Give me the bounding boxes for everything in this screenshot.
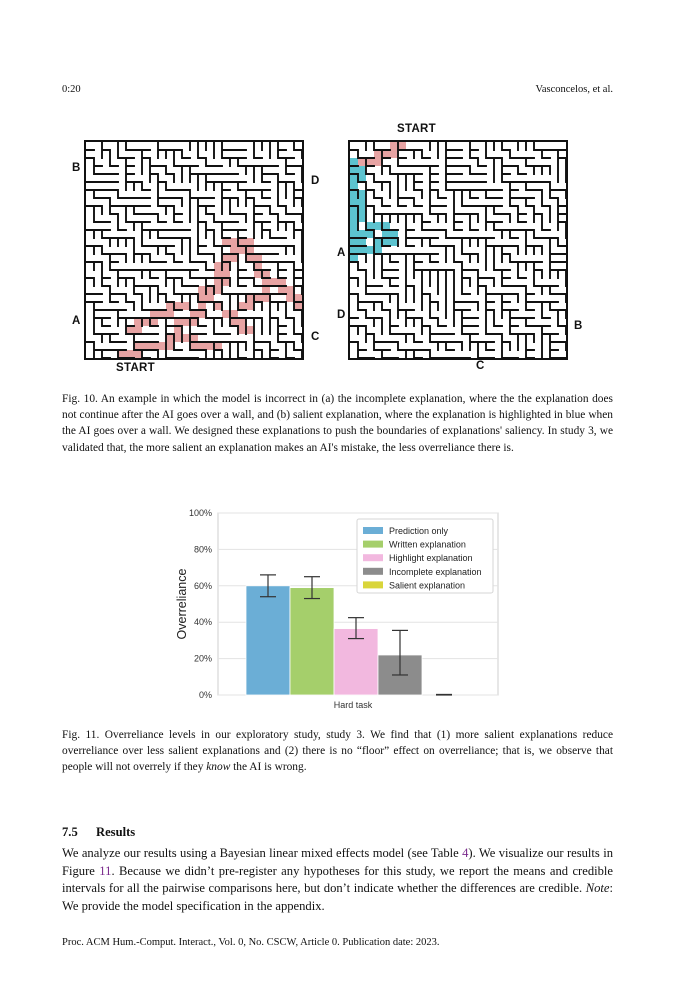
maze-path-cell <box>350 238 358 246</box>
y-tick-label: 40% <box>193 617 212 628</box>
maze-path-cell <box>358 230 366 238</box>
maze-path-cell <box>222 254 230 262</box>
results-paragraph <box>62 845 613 915</box>
y-axis-label: Overreliance <box>175 568 189 640</box>
table-4-link[interactable]: 4 <box>462 846 469 860</box>
maze-path-cell <box>166 334 174 342</box>
maze-path-cell <box>358 214 366 222</box>
figure-11-chart <box>173 505 503 720</box>
paragraph-text: : We provide the model specification in the appendix. <box>62 881 613 913</box>
maze-a-grid <box>86 142 302 358</box>
maze-path-cell <box>158 342 166 350</box>
maze-path-cell <box>374 222 382 230</box>
maze-path-cell <box>246 326 254 334</box>
maze-path-cell <box>230 238 238 246</box>
maze-path-cell <box>366 158 374 166</box>
maze-path-cell <box>182 318 190 326</box>
maze-path-cell <box>142 342 150 350</box>
maze-path-cell <box>350 174 358 182</box>
figure-11-caption-emphasis: know <box>206 761 231 774</box>
x-tick-label: Hard task <box>333 700 373 710</box>
maze-path-cell <box>350 230 358 238</box>
maze-path-cell <box>382 238 390 246</box>
maze-path-cell <box>198 302 206 310</box>
maze-path-cell <box>350 214 358 222</box>
maze-path-cell <box>198 294 206 302</box>
legend-swatch <box>363 568 383 575</box>
legend-label: Salient explanation <box>389 580 466 591</box>
maze-path-cell <box>198 286 206 294</box>
bar <box>246 586 290 695</box>
maze-path-cell <box>174 326 182 334</box>
maze-path-cell <box>134 350 142 358</box>
figure-11-caption-end: the AI is wrong. <box>230 761 307 774</box>
y-tick-label: 80% <box>193 544 212 555</box>
maze-path-cell <box>230 254 238 262</box>
maze-path-cell <box>350 206 358 214</box>
maze-path-cell <box>294 294 302 302</box>
page-number: 0:20 <box>62 84 81 95</box>
maze-path-cell <box>246 238 254 246</box>
maze-path-cell <box>366 222 374 230</box>
maze-path-cell <box>206 286 214 294</box>
maze-path-cell <box>214 302 222 310</box>
maze-path-cell <box>246 294 254 302</box>
maze-path-cell <box>230 318 238 326</box>
note-emphasis: Note <box>585 881 610 896</box>
maze-path-cell <box>350 246 358 254</box>
maze-path-cell <box>166 302 174 310</box>
maze-path-cell <box>238 302 246 310</box>
legend-swatch <box>363 527 383 534</box>
maze-path-cell <box>262 286 270 294</box>
maze-path-cell <box>238 246 246 254</box>
maze-path-cell <box>254 270 262 278</box>
maze-path-cell <box>150 318 158 326</box>
maze-path-cell <box>382 230 390 238</box>
maze-path-cell <box>350 158 358 166</box>
maze-path-cell <box>358 158 366 166</box>
maze-path-cell <box>350 222 358 230</box>
maze-path-cell <box>198 310 206 318</box>
maze-path-cell <box>350 190 358 198</box>
y-tick-label: 100% <box>188 508 212 518</box>
maze-path-cell <box>198 342 206 350</box>
maze-path-cell <box>366 246 374 254</box>
maze-path-cell <box>358 166 366 174</box>
maze-path-cell <box>254 262 262 270</box>
running-authors: Vasconcelos, et al. <box>535 84 613 95</box>
maze-path-cell <box>358 174 366 182</box>
maze-path-cell <box>214 270 222 278</box>
maze-path-cell <box>222 310 230 318</box>
maze-path-cell <box>390 230 398 238</box>
legend-swatch <box>363 554 383 561</box>
maze-path-cell <box>190 342 198 350</box>
legend-label: Incomplete explanation <box>389 566 482 577</box>
maze-path-cell <box>206 342 214 350</box>
maze-path-cell <box>190 334 198 342</box>
maze-path-cell <box>190 310 198 318</box>
maze-path-cell <box>358 198 366 206</box>
maze-path-cell <box>222 278 230 286</box>
maze-path-cell <box>214 278 222 286</box>
maze-path-cell <box>254 254 262 262</box>
maze-path-cell <box>350 166 358 174</box>
y-tick-label: 0% <box>198 690 212 700</box>
maze-path-cell <box>382 150 390 158</box>
maze-path-cell <box>182 302 190 310</box>
maze-a-label-start: START <box>116 362 155 374</box>
maze-path-cell <box>390 142 398 150</box>
page-footer: Proc. ACM Hum.-Comput. Interact., Vol. 0, No. CSCW, Article 0. Publication date: 2023. <box>62 937 440 948</box>
maze-b-label-d-lower: D <box>337 309 346 321</box>
maze-path-cell <box>398 142 406 150</box>
overreliance-chart <box>173 505 503 720</box>
maze-path-cell <box>126 350 134 358</box>
maze-path-cell <box>174 334 182 342</box>
maze-path-cell <box>358 206 366 214</box>
maze-path-cell <box>134 342 142 350</box>
maze-walls <box>350 142 566 358</box>
section-title: Results <box>96 825 136 839</box>
maze-path-cell <box>230 310 238 318</box>
maze-path-cell <box>286 286 294 294</box>
paragraph-text: ). We visualize our results in Figure <box>62 846 613 878</box>
maze-path-cell <box>126 326 134 334</box>
maze-path-cell <box>166 310 174 318</box>
maze-path-cell <box>374 246 382 254</box>
maze-path-cell <box>238 326 246 334</box>
maze-path-cell <box>350 182 358 190</box>
maze-path-cell <box>294 302 302 310</box>
figure-11-link[interactable]: 11 <box>99 863 112 878</box>
maze-path-cell <box>254 294 262 302</box>
maze-path-cell <box>134 326 142 334</box>
maze-path-cell <box>174 302 182 310</box>
maze-b <box>348 140 568 360</box>
maze-path-cell <box>262 278 270 286</box>
maze-path-cell <box>158 310 166 318</box>
bar <box>290 588 334 695</box>
maze-path-cell <box>142 318 150 326</box>
maze-path-cell <box>374 150 382 158</box>
maze-path-cell <box>350 254 358 262</box>
maze-a <box>84 140 304 360</box>
legend-label: Prediction only <box>389 526 449 536</box>
maze-path-cell <box>390 150 398 158</box>
maze-path-cell <box>190 318 198 326</box>
maze-b-label-a: A <box>337 247 346 259</box>
maze-path-cell <box>214 262 222 270</box>
maze-path-cell <box>214 286 222 294</box>
maze-path-cell <box>166 342 174 350</box>
maze-path-cell <box>238 238 246 246</box>
legend-swatch <box>363 581 383 588</box>
maze-b-label-b: B <box>574 320 583 332</box>
maze-path-cell <box>222 238 230 246</box>
maze-b-grid <box>350 142 566 358</box>
maze-path-cell <box>278 278 286 286</box>
maze-path-cell <box>230 246 238 254</box>
y-tick-label: 20% <box>193 653 212 664</box>
maze-path-cell <box>374 238 382 246</box>
y-tick-label: 60% <box>193 580 212 591</box>
maze-path-cell <box>358 246 366 254</box>
maze-a-label-b: B <box>72 162 81 174</box>
maze-path-cell <box>390 238 398 246</box>
legend-label: Written explanation <box>389 539 466 550</box>
maze-path-cell <box>134 318 142 326</box>
maze-path-cell <box>150 342 158 350</box>
maze-path-cell <box>246 302 254 310</box>
paragraph-text: We analyze our results using a Bayesian linear mixed effects model (see Table <box>62 846 463 860</box>
legend-label: Highlight explanation <box>389 553 473 564</box>
maze-a-label-c: C <box>311 331 320 343</box>
section-heading <box>62 825 135 840</box>
maze-b-label-start: START <box>397 123 436 135</box>
maze-path-cell <box>374 158 382 166</box>
maze-path-cell <box>358 238 366 246</box>
maze-path-cell <box>286 294 294 302</box>
maze-path-cell <box>222 262 230 270</box>
legend-swatch <box>363 541 383 548</box>
figure-11-caption-text: Fig. 11. Overreliance levels in our exploratory study, study 3. We find that (1) more salient explanations reduce overreliance over less salient explanations and (2) there is no “floor” effect on overreliance; that is, we observe that people will not overrely if they <box>62 729 613 774</box>
maze-path-cell <box>350 198 358 206</box>
maze-path-cell <box>214 342 222 350</box>
maze-path-cell <box>238 318 246 326</box>
maze-path-cell <box>174 318 182 326</box>
maze-path-cell <box>222 270 230 278</box>
maze-path-cell <box>262 270 270 278</box>
maze-path-cell <box>118 350 126 358</box>
section-number: 7.5 <box>62 825 78 839</box>
maze-path-cell <box>382 222 390 230</box>
maze-path-cell <box>262 294 270 302</box>
maze-path-cell <box>270 278 278 286</box>
maze-path-cell <box>278 286 286 294</box>
maze-path-cell <box>366 230 374 238</box>
maze-path-cell <box>182 334 190 342</box>
maze-a-label-a: A <box>72 315 81 327</box>
maze-path-cell <box>150 310 158 318</box>
paragraph-text: . Because we didn’t pre-register any hypotheses for this study, we report the means and credible intervals for all the pairwise comparisons here, but don’t indicate whether the differences are credible. <box>62 863 614 896</box>
maze-path-cell <box>246 254 254 262</box>
maze-b-label-c: C <box>476 360 485 372</box>
figure-10-caption: Fig. 10. An example in which the model is incorrect in (a) the incomplete explanation, where the the explanation does not continue after the AI goes over a wall, and (b) salient explanation, where the explanation is highlighted in blue when the AI goes over a wall. We designed these explanations to push the boundaries of explanations' saliency. In study 3, we validated that, the more salient an explanation makes an AI's mistake, the less overreliance there is. <box>62 393 613 454</box>
maze-path-cell <box>246 246 254 254</box>
maze-a-label-d: D <box>311 175 320 187</box>
figure-11-caption <box>62 727 613 776</box>
maze-path-cell <box>206 294 214 302</box>
maze-path-cell <box>358 190 366 198</box>
